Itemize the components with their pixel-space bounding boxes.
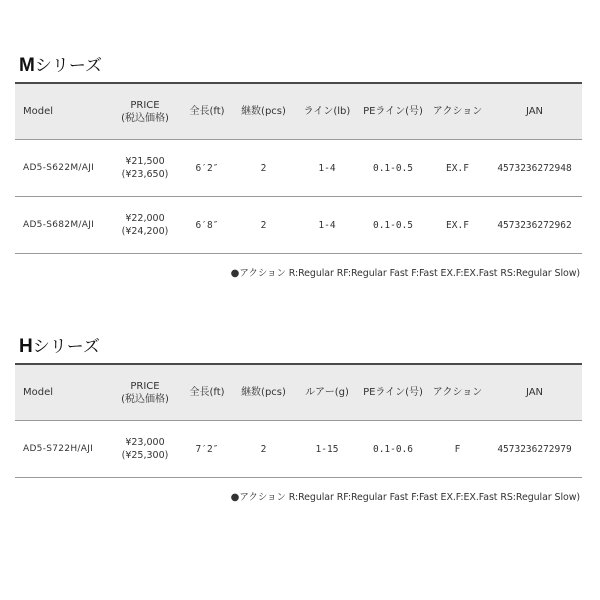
cell-price-value: ¥21,500: [125, 156, 165, 167]
header-price-line1: PRICE: [130, 380, 160, 392]
header-price: [107, 83, 183, 140]
cell-length: 7′2″: [183, 421, 231, 478]
table-row: [15, 140, 582, 197]
m-series-section: [15, 52, 582, 279]
table-header-row: [15, 83, 582, 140]
spec-table: [15, 363, 582, 478]
cell-pe-line: 0.1-0.6: [358, 421, 428, 478]
cell-price-tax: (¥25,300): [121, 450, 169, 461]
header-model: Model: [15, 364, 107, 421]
cell-price: [107, 421, 183, 478]
header-action: アクション: [428, 83, 487, 140]
cell-pe-line: 0.1-0.5: [358, 197, 428, 254]
cell-length: 6′2″: [183, 140, 231, 197]
header-price-line2: (税込価格): [121, 112, 169, 124]
cell-jan: 4573236272979: [487, 421, 582, 478]
cell-price-tax: (¥24,200): [121, 226, 169, 237]
cell-price-value: ¥23,000: [125, 437, 165, 448]
header-pe-line: PEライン(号): [358, 364, 428, 421]
header-model: Model: [15, 83, 107, 140]
section-title-rest: シリーズ: [34, 56, 102, 76]
header-line: ライン(lb): [296, 83, 358, 140]
cell-price-tax: (¥23,650): [121, 169, 169, 180]
cell-pieces: 2: [231, 197, 296, 254]
section-title: [15, 333, 582, 363]
header-pieces: 継数(pcs): [231, 83, 296, 140]
bullet-icon: ●: [230, 268, 240, 279]
action-legend-note: [15, 489, 582, 503]
cell-pe-line: 0.1-0.5: [358, 140, 428, 197]
header-jan: JAN: [487, 364, 582, 421]
header-pe-line: PEライン(号): [358, 83, 428, 140]
section-title-letter: H: [19, 336, 33, 357]
table-row: [15, 421, 582, 478]
cell-price: [107, 197, 183, 254]
cell-model: AD5-S622M/AJI: [15, 140, 107, 197]
cell-length: 6′8″: [183, 197, 231, 254]
header-lure: ルアー(g): [296, 364, 358, 421]
cell-pieces: 2: [231, 140, 296, 197]
action-legend-text: アクション R:Regular RF:Regular Fast F:Fast EX.F:EX.Fast RS:Regular Slow): [239, 492, 580, 503]
header-pieces: 継数(pcs): [231, 364, 296, 421]
header-price-line2: (税込価格): [121, 393, 169, 405]
action-legend-text: アクション R:Regular RF:Regular Fast F:Fast EX.F:EX.Fast RS:Regular Slow): [239, 268, 580, 279]
section-title-letter: M: [19, 55, 35, 76]
section-title: [15, 52, 582, 82]
cell-lure: 1-15: [296, 421, 358, 478]
table-row: [15, 197, 582, 254]
action-legend-note: [15, 265, 582, 279]
cell-jan: 4573236272962: [487, 197, 582, 254]
cell-line: 1-4: [296, 197, 358, 254]
cell-jan: 4573236272948: [487, 140, 582, 197]
section-title-rest: シリーズ: [32, 337, 100, 357]
bullet-icon: ●: [230, 492, 240, 503]
h-series-section: [15, 333, 582, 503]
cell-model: AD5-S682M/AJI: [15, 197, 107, 254]
cell-action: EX.F: [428, 140, 487, 197]
header-length: 全長(ft): [183, 83, 231, 140]
header-length: 全長(ft): [183, 364, 231, 421]
header-action: アクション: [428, 364, 487, 421]
cell-line: 1-4: [296, 140, 358, 197]
cell-action: EX.F: [428, 197, 487, 254]
header-price: [107, 364, 183, 421]
cell-pieces: 2: [231, 421, 296, 478]
cell-price: [107, 140, 183, 197]
header-jan: JAN: [487, 83, 582, 140]
cell-price-value: ¥22,000: [125, 213, 165, 224]
table-header-row: [15, 364, 582, 421]
spec-table: [15, 82, 582, 254]
cell-model: AD5-S722H/AJI: [15, 421, 107, 478]
header-price-line1: PRICE: [130, 99, 160, 111]
cell-action: F: [428, 421, 487, 478]
